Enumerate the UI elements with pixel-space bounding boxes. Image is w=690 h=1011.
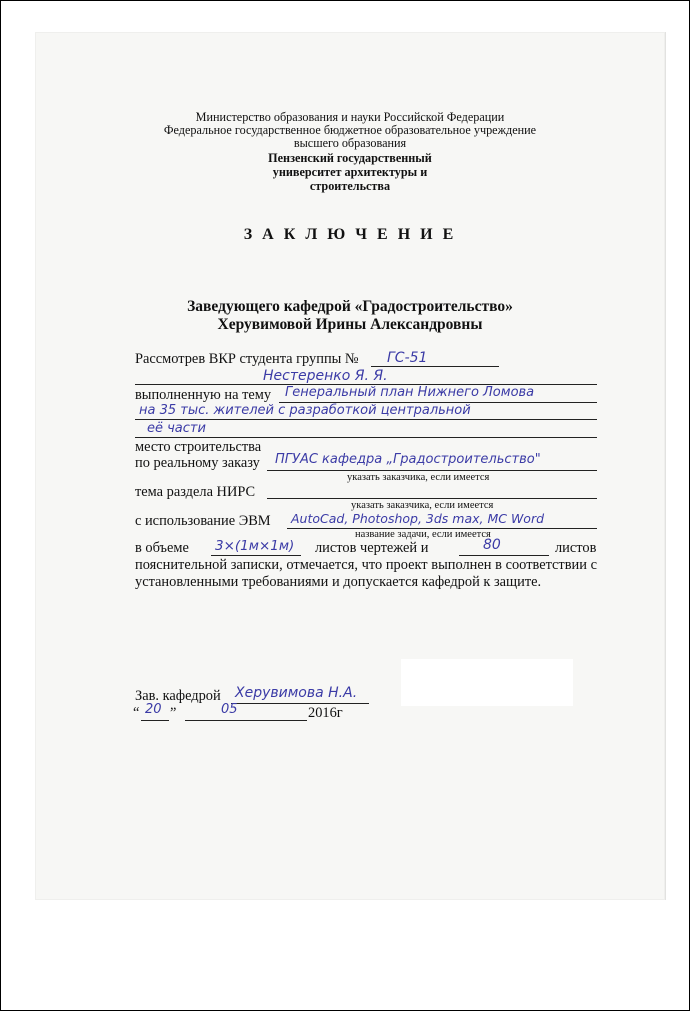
conclusion-paragraph: пояснительной записки, отмечается, что проект выполнен в соответствии с установленными требованиями и допускается кафедрой к защите.	[135, 557, 597, 590]
hint-customer-2: указать заказчика, если имеется	[351, 500, 494, 511]
topic-value-line-3: её части	[147, 421, 206, 436]
pages-value: 80	[483, 537, 501, 553]
document-title: З А К Л Ю Ч Е Н И Е	[243, 226, 457, 243]
university-line-3: строительства	[309, 179, 391, 193]
signature-underline	[231, 703, 369, 704]
ministry-line: Министерство образования и науки Российской Федерации	[195, 110, 505, 124]
year-text: 2016г	[308, 705, 343, 721]
site-label-2: по реальному заказу	[135, 455, 260, 471]
day-underline	[141, 720, 169, 721]
signature-label: Зав. кафедрой	[135, 688, 221, 704]
topic-value-line-1: Генеральный план Нижнего Ломова	[285, 385, 535, 400]
reviewer-position: Заведующего кафедрой «Градостроительство»	[187, 298, 513, 315]
topic-underline-2	[135, 419, 597, 420]
hint-task: название задачи, если имеется	[355, 529, 491, 540]
volume-label: в объеме	[135, 540, 189, 556]
sheets-underline	[211, 555, 301, 556]
month-value: 05	[221, 702, 238, 717]
hint-customer-1: указать заказчика, если имеется	[347, 472, 490, 483]
nirs-label: тема раздела НИРС	[135, 484, 256, 500]
date-quote-close: ”	[170, 705, 177, 721]
sheets-text: листов чертежей и	[315, 540, 429, 556]
computer-value: AutoCad, Photoshop, 3ds max, MC Word	[291, 511, 545, 526]
sheets-value: 3×(1м×1м)	[215, 538, 295, 554]
pages-underline	[459, 555, 549, 556]
university-line-2: университет архитектуры и	[272, 165, 428, 179]
topic-underline-3	[135, 437, 597, 438]
nirs-underline	[267, 498, 597, 499]
group-underline	[371, 366, 499, 367]
order-underline	[267, 470, 597, 471]
scanned-document	[35, 32, 666, 900]
day-value: 20	[145, 702, 162, 717]
date-quote-open: “	[133, 705, 140, 721]
signature-name: Херувимова Н.А.	[235, 685, 358, 701]
computer-label: с использование ЭВМ	[135, 513, 271, 529]
topic-label: выполненную на тему	[135, 387, 272, 403]
university-line-1: Пензенский государственный	[268, 151, 432, 165]
education-level-line: высшего образования	[293, 136, 407, 150]
order-value: ПГУАС кафедра „Градостроительство"	[275, 452, 541, 467]
month-underline	[185, 720, 307, 721]
student-value: Нестеренко Я. Я.	[263, 368, 388, 384]
reviewed-label: Рассмотрев ВКР студента группы №	[135, 351, 359, 367]
topic-value-line-2: на 35 тыс. жителей с разработкой центральной	[139, 403, 471, 418]
site-label-1: место строительства	[135, 439, 262, 455]
redacted-area	[401, 659, 573, 706]
pages-text: листов	[555, 540, 597, 556]
reviewer-name: Херувимовой Ирины Александровны	[217, 316, 483, 333]
group-value: ГС-51	[387, 350, 428, 366]
institution-line: Федеральное государственное бюджетное образовательное учреждение	[163, 123, 537, 137]
